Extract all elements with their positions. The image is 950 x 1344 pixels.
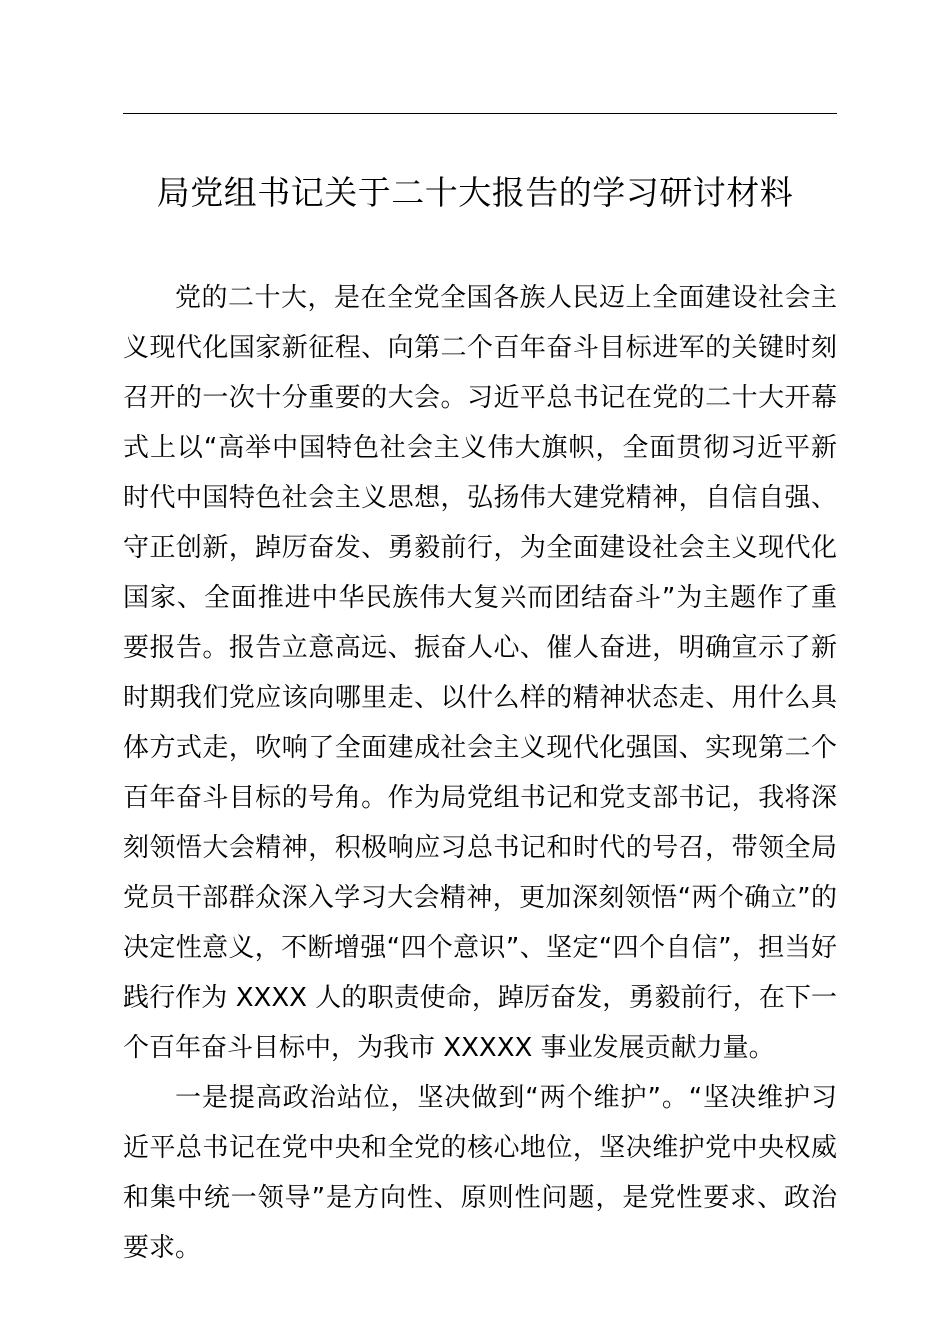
paragraph-point-one: 一是提高政治站位，坚决做到“两个维护”。“坚决维护习近平总书记在党中央和全党的核心地位，坚决维护党中央权威和集中统一领导”是方向性、原则性问题，是党性要求、政治要求。 — [123, 1083, 837, 1263]
paragraph-intro: 党的二十大，是在全党全国各族人民迈上全面建设社会主义现代化国家新征程、向第二个百年奋斗目标进军的关键时刻召开的一次十分重要的大会。习近平总书记在党的二十大开幕式上以“高举中国特色社会主义伟大旗帜，全面贯彻习近平新时代中国特色社会主义思想，弘扬伟大建党精神，自信自强、守正创新，踔厉奋发、勇毅前行，为全面建设社会主义现代化国家、全面推进中华民族伟大复兴而团结奋斗”为主题作了重要报告。报告立意高远、振奋人心、催人奋进，明确宣示了新时期我们党应该向哪里走、以什么样的精神状态走、用什么具体方式走，吹响了全面建成社会主义现代化强国、实现第二个百年奋斗目标的号角。作为局党组书记和党支部书记，我将深刻领悟大会精神，积极响应习总书记和时代的号召，带领全局党员干部群众深入学习大会精神，更加深刻领悟“两个确立”的决定性意义，不断增强“四个意识”、坚定“四个自信”，担当好践行作为 XXXX 人的职责使命，踔厉奋发，勇毅前行，在下一个百年奋斗目标中，为我市 XXXXX 事业发展贡献力量。 — [123, 283, 837, 1063]
document-body — [123, 273, 837, 1273]
document-title: 局党组书记关于二十大报告的学习研讨材料 — [156, 173, 794, 212]
header-rule — [123, 113, 837, 114]
